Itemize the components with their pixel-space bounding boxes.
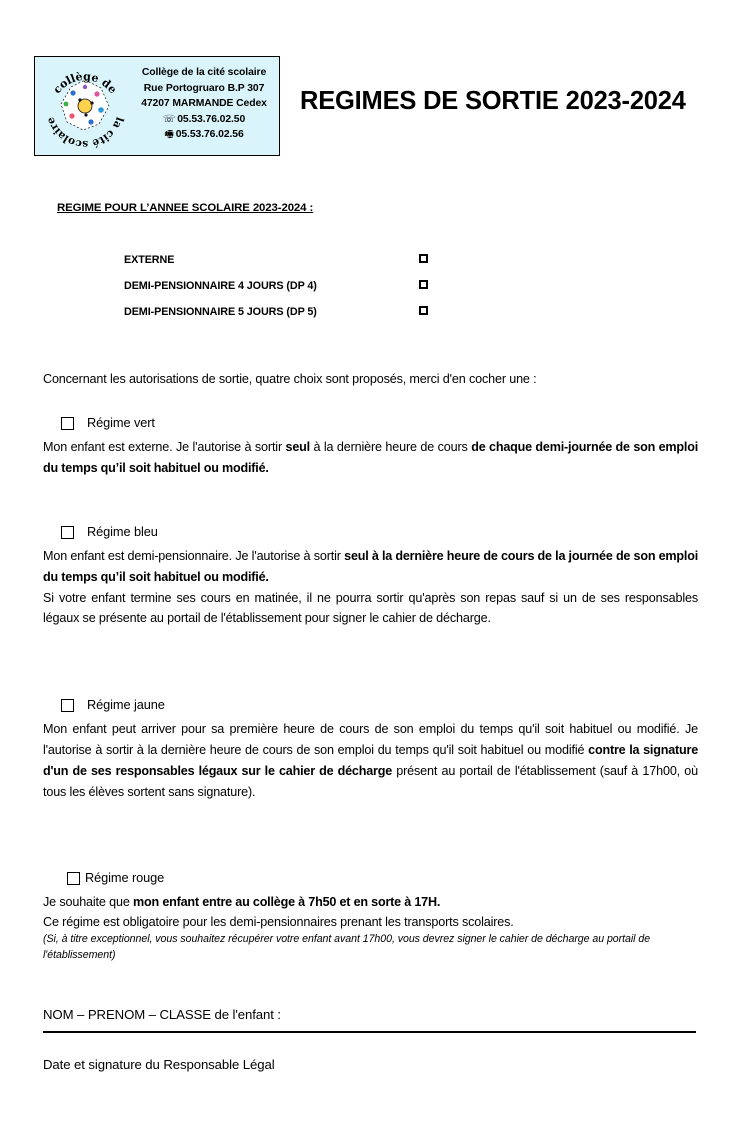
intro-paragraph: Concernant les autorisations de sortie, quatre choix sont proposés, merci d'en cocher une : bbox=[43, 372, 537, 386]
phone-number: 05.53.76.02.50 bbox=[177, 113, 246, 125]
status-option-externe[interactable] bbox=[124, 254, 434, 280]
page-title: REGIMES DE SORTIE 2023-2024 bbox=[300, 87, 686, 115]
empty-square-checkbox[interactable] bbox=[67, 872, 80, 885]
regime-jaune-block bbox=[43, 697, 698, 803]
text-run: à la dernière heure de cours bbox=[309, 440, 472, 454]
bold-run: de chaque demi-journée de son emploi du temps qu’il soit habituel ou modifié. bbox=[43, 440, 698, 475]
school-identity-box bbox=[34, 56, 280, 156]
regime-bleu-text bbox=[43, 546, 698, 588]
bold-run: contre la signature d'un de ses responsables légaux sur le cahier de décharge bbox=[43, 743, 699, 778]
bold-run: seul bbox=[285, 440, 310, 454]
document-header bbox=[0, 56, 745, 160]
fax-number: 05.53.76.02.56 bbox=[175, 129, 244, 141]
status-label: DEMI-PENSIONNAIRE 5 JOURS (DP 5) bbox=[124, 306, 317, 318]
svg-text:la cité scolaire: la cité scolaire bbox=[44, 115, 126, 151]
fax-icon: 🖷 bbox=[164, 129, 174, 141]
status-label: EXTERNE bbox=[124, 254, 175, 266]
signature-label: Date et signature du Responsable Légal bbox=[43, 1057, 275, 1072]
school-crest-icon bbox=[39, 60, 131, 152]
regime-rouge-block bbox=[43, 870, 698, 963]
empty-square-checkbox[interactable] bbox=[61, 699, 74, 712]
status-option-dp4[interactable] bbox=[124, 280, 434, 306]
text-run: Mon enfant peut arriver pour sa première heure de cours de son emploi du temps qu'il soit habituel ou modifié. Je l'autorise à sortir à la dernière heure de cours de son emploi du temps qu'il soit habituel ou modifié bbox=[43, 722, 698, 757]
regime-rouge-note: (Si, à titre exceptionnel, vous souhaitez récupérer votre enfant avant 17h00, vous devrez signer le cahier de décharge au portail de l'établissement) bbox=[43, 933, 651, 961]
status-option-dp5[interactable] bbox=[124, 306, 434, 332]
telephone-icon: ☏ bbox=[162, 113, 176, 125]
bold-run: seul à la dernière heure de cours de la journée de son emploi du temps qu’il soit habituel ou modifié. bbox=[43, 549, 699, 584]
regime-rouge-header[interactable] bbox=[43, 870, 698, 892]
regime-bleu-label: Régime bleu bbox=[87, 524, 158, 539]
regime-rouge-text bbox=[43, 892, 698, 912]
regime-bleu-header[interactable] bbox=[43, 524, 698, 546]
wingdings-square-checkbox[interactable] bbox=[419, 306, 428, 315]
regime-jaune-header[interactable] bbox=[43, 697, 698, 719]
regime-jaune-text bbox=[43, 719, 698, 803]
student-status-options bbox=[124, 254, 434, 332]
empty-square-checkbox[interactable] bbox=[61, 526, 74, 539]
phone-row bbox=[131, 112, 277, 128]
school-address bbox=[131, 65, 277, 143]
svg-text:collège de: collège de bbox=[50, 69, 120, 97]
empty-square-checkbox[interactable] bbox=[61, 417, 74, 430]
text-run: Mon enfant est demi-pensionnaire. Je l'autorise à sortir bbox=[43, 549, 345, 563]
address-line-1: Collège de la cité scolaire bbox=[141, 67, 267, 78]
bold-run: mon enfant entre au collège à 7h50 et en sorte à 17H. bbox=[133, 895, 441, 909]
regime-rouge-text-2: Ce régime est obligatoire pour les demi-pensionnaires prenant les transports scolaires. bbox=[43, 915, 514, 929]
regime-rouge-label: Régime rouge bbox=[85, 870, 165, 885]
regime-jaune-label: Régime jaune bbox=[87, 697, 165, 712]
year-regime-heading: REGIME POUR L’ANNEE SCOLAIRE 2023-2024 : bbox=[57, 202, 314, 214]
wingdings-square-checkbox[interactable] bbox=[419, 254, 428, 263]
regime-bleu-text-2: Si votre enfant termine ses cours en matinée, il ne pourra sortir qu'après son repas sauf si un de ses responsables légaux se présente au portail de l'établissement pour signer le cahier de décharge. bbox=[43, 591, 698, 625]
regime-vert-header[interactable] bbox=[43, 415, 698, 437]
regime-bleu-block bbox=[43, 524, 698, 628]
wingdings-square-checkbox[interactable] bbox=[419, 280, 428, 289]
text-run: Mon enfant est externe. Je l'autorise à sortir bbox=[43, 440, 286, 454]
regime-vert-block bbox=[43, 415, 698, 479]
child-name-label: NOM – PRENOM – CLASSE de l'enfant : bbox=[43, 1007, 281, 1022]
text-run: Je souhaite que bbox=[43, 895, 134, 909]
regime-vert-label: Régime vert bbox=[87, 415, 155, 430]
fax-row bbox=[131, 127, 277, 143]
address-line-2: Rue Portogruaro B.P 307 bbox=[143, 82, 265, 94]
status-label: DEMI-PENSIONNAIRE 4 JOURS (DP 4) bbox=[124, 280, 317, 292]
regime-vert-text bbox=[43, 437, 698, 479]
address-line-3: 47207 MARMANDE Cedex bbox=[141, 98, 267, 110]
text-run: présent au portail de l'établissement (sauf à 17h00, où tous les élèves sortent sans signature). bbox=[43, 764, 698, 799]
signature-divider bbox=[43, 1031, 696, 1033]
